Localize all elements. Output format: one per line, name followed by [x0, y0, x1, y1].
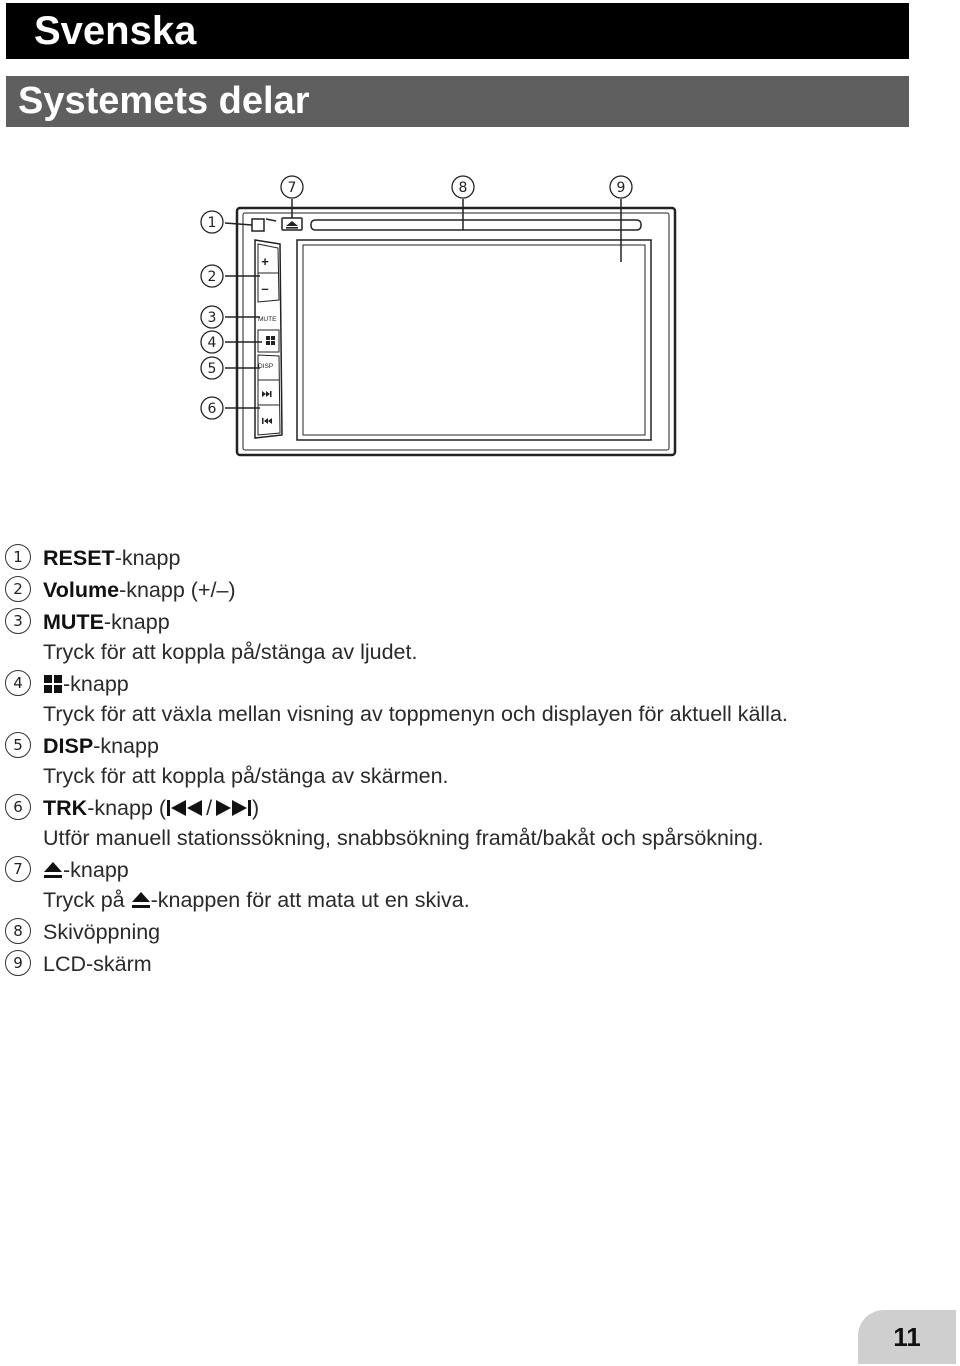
item-key: RESET	[43, 546, 115, 570]
item-number: 8	[5, 918, 31, 944]
page-number: 11	[893, 1322, 921, 1352]
item-number: 3	[5, 608, 31, 634]
menu-grid-icon	[43, 674, 63, 694]
item-number: 6	[5, 794, 31, 820]
item-number: 9	[5, 950, 31, 976]
item-label: -knapp	[103, 610, 170, 634]
callout-3	[201, 306, 223, 328]
item-number: 7	[5, 856, 31, 882]
page-number-tab	[858, 1310, 956, 1364]
item-description: Tryck för att växla mellan visning av toppmenyn och displayen för aktuell källa.	[43, 702, 788, 726]
item-separator: /	[206, 796, 213, 820]
callout-8	[452, 176, 474, 198]
callout-5	[201, 357, 223, 379]
eject-icon	[131, 890, 151, 910]
callout-1	[201, 211, 223, 233]
callout-6	[201, 397, 223, 419]
item-number: 1	[5, 544, 31, 570]
item-label: -knapp	[93, 734, 159, 758]
language-banner	[6, 3, 909, 59]
lcd-screen	[297, 240, 651, 440]
item-label: -knapp (+/–)	[119, 578, 236, 602]
minus-label: –	[261, 281, 269, 296]
item-number: 4	[5, 670, 31, 696]
item-key: Volume	[43, 578, 120, 602]
item-label: -knapp	[63, 672, 129, 696]
item-label: -knapp (	[87, 796, 167, 820]
plus-label: +	[261, 254, 269, 269]
svg-text:9: 9	[616, 180, 626, 196]
track-next-icon	[212, 798, 252, 818]
item-key: MUTE	[43, 610, 104, 634]
item-label: -knapp	[114, 546, 181, 570]
menu-grid-icon	[266, 336, 275, 345]
item-label-end: )	[252, 796, 260, 820]
svg-text:4: 4	[207, 335, 217, 351]
callout-7	[281, 176, 303, 198]
item-label: -knapp	[63, 858, 129, 882]
section-title: Systemets delar	[18, 80, 310, 122]
item-label: LCD-skärm	[43, 952, 152, 976]
item-description: Tryck för att koppla på/stänga av ljudet.	[43, 640, 418, 664]
callout-2	[201, 265, 223, 287]
section-banner	[6, 76, 909, 127]
language-title: Svenska	[34, 9, 197, 53]
track-prev-icon	[166, 798, 206, 818]
svg-text:1: 1	[207, 215, 217, 231]
item-description: Utför manuell stationssökning, snabbsökning framåt/bakåt och spårsökning.	[43, 826, 764, 850]
item-key: TRK	[43, 796, 88, 820]
item-description-end: -knappen för att mata ut en skiva.	[150, 888, 470, 912]
svg-text:8: 8	[458, 180, 468, 196]
reset-button-shape	[252, 219, 264, 231]
eject-icon	[43, 860, 63, 880]
item-number: 2	[5, 576, 31, 602]
item-label: Skivöppning	[43, 920, 161, 944]
track-next-icon	[262, 391, 272, 397]
item-number: 5	[5, 732, 31, 758]
svg-text:5: 5	[207, 361, 217, 377]
item-description: Tryck för att koppla på/stänga av skärmen.	[43, 764, 449, 788]
callout-4	[201, 331, 223, 353]
item-description: Tryck på	[43, 888, 131, 912]
item-key: DISP	[43, 734, 94, 758]
mute-label: MUTE	[258, 316, 277, 323]
disc-slot	[311, 220, 641, 230]
svg-text:2: 2	[207, 269, 217, 285]
callout-9	[610, 176, 632, 198]
svg-text:6: 6	[207, 401, 217, 417]
svg-text:7: 7	[287, 180, 297, 196]
device-diagram	[190, 165, 690, 465]
svg-text:3: 3	[207, 310, 217, 326]
disp-label: DISP	[258, 363, 274, 370]
track-prev-icon	[262, 418, 272, 424]
